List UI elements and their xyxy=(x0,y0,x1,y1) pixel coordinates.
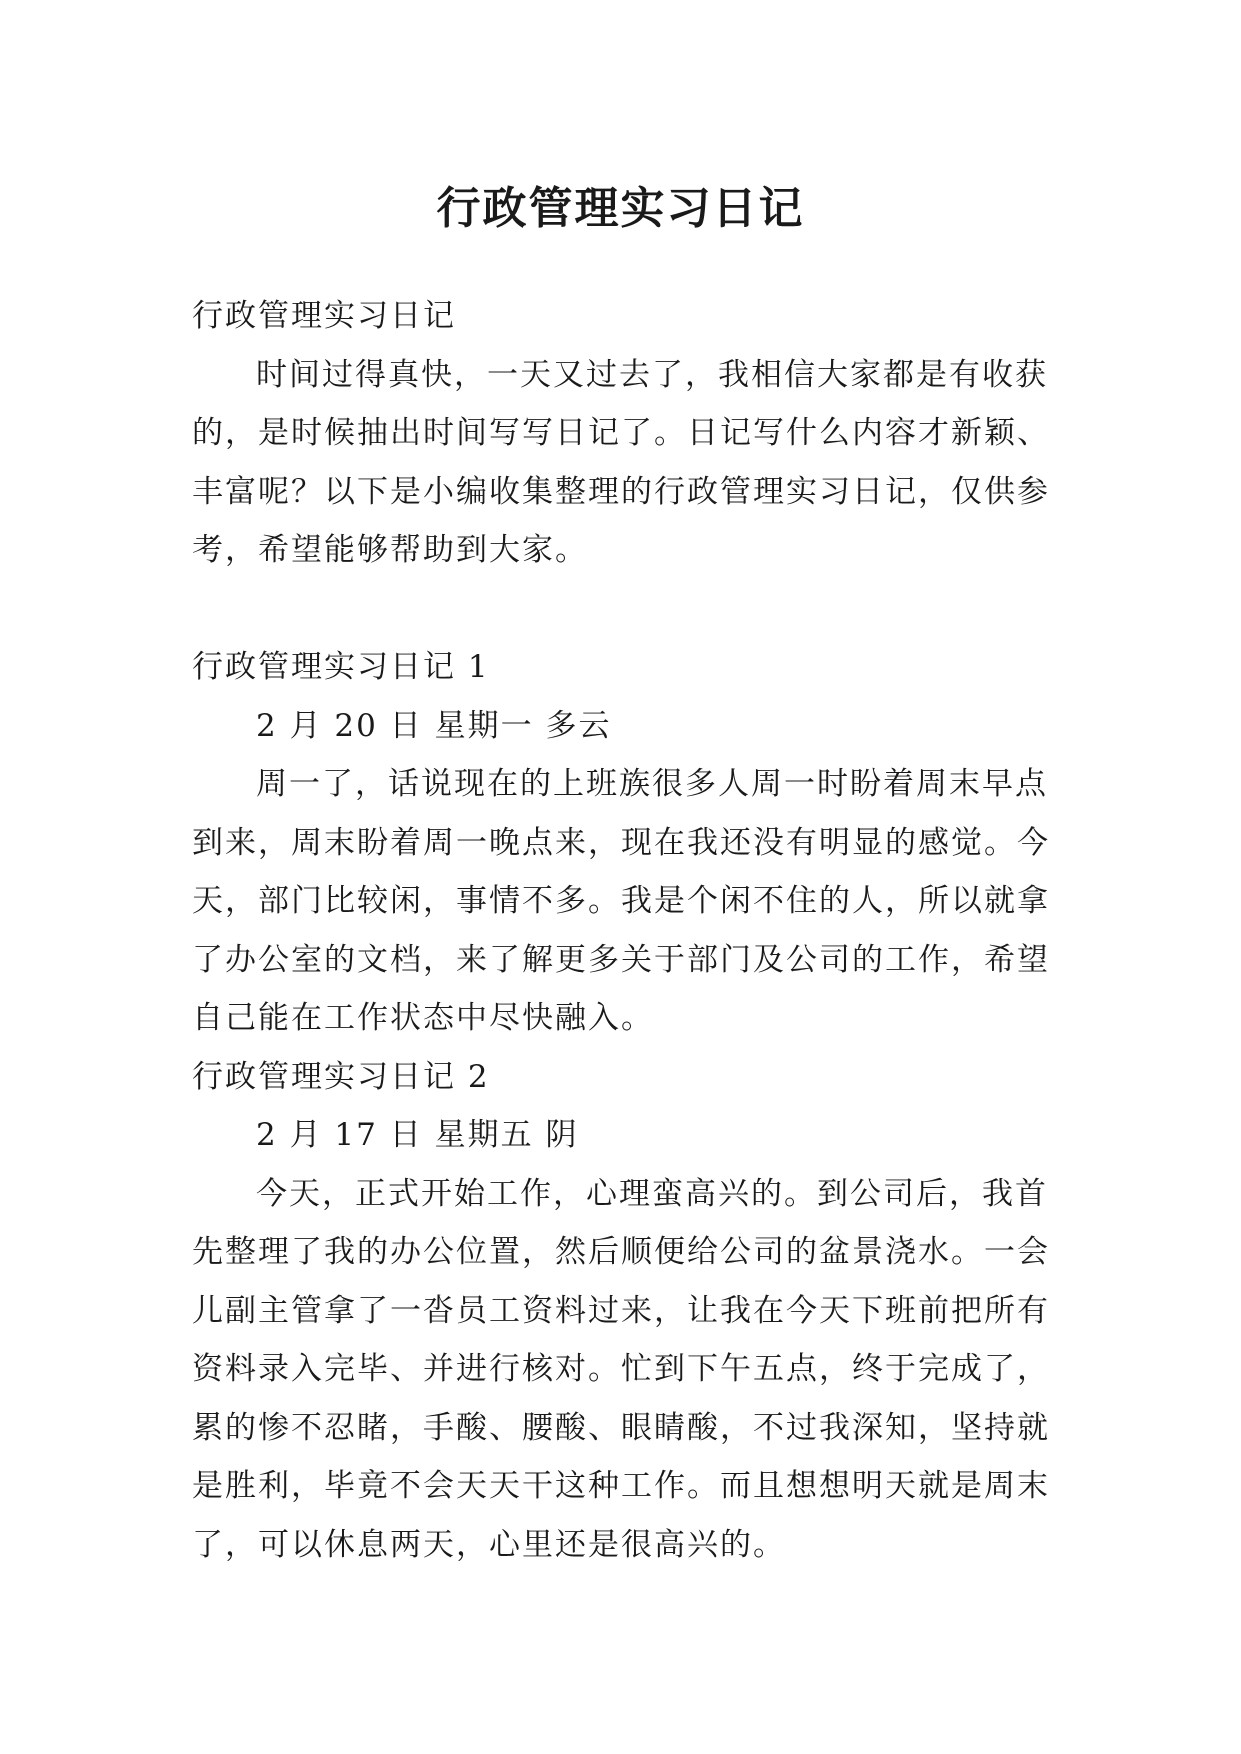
entry-body: 周一了，话说现在的上班族很多人周一时盼着周末早点到来，周末盼着周一晚点来，现在我还没有明显的感觉。今天，部门比较闲，事情不多。我是个闲不住的人，所以就拿了办公室的文档，来了解更多关于部门及公司的工作，希望自己能在工作状态中尽快融入。 xyxy=(192,766,1050,1036)
entry-date: 2 月 20 日 星期一 多云 xyxy=(256,707,612,744)
entry-date: 2 月 17 日 星期五 阴 xyxy=(256,1117,579,1153)
document-title: 行政管理实习日记 xyxy=(436,183,805,235)
document-content xyxy=(192,287,1072,1574)
intro-paragraph: 时间过得真快，一天又过去了，我相信大家都是有收获的，是时候抽出时间写写日记了。日记写什么内容才新颖、丰富呢？以下是小编收集整理的行政管理实习日记，仅供参考，希望能够帮助到大家。 xyxy=(192,356,1050,568)
entry-heading: 行政管理实习日记 2 xyxy=(192,1058,490,1095)
paragraph-gap xyxy=(192,580,1072,639)
entry-body: 今天，正式开始工作，心理蛮高兴的。到公司后，我首先整理了我的办公位置，然后顺便给公司的盆景浇水。一会儿副主管拿了一沓员工资料过来，让我在今天下班前把所有资料录入完毕、并进行核对。忙到下午五点，终于完成了，累的惨不忍睹，手酸、腰酸、眼睛酸，不过我深知，坚持就是胜利，毕竟不会天天干这种工作。而且想想明天就是周末了，可以休息两天，心里还是很高兴的。 xyxy=(192,1175,1050,1563)
entry-heading: 行政管理实习日记 1 xyxy=(192,649,490,685)
document-subtitle: 行政管理实习日记 xyxy=(192,298,456,334)
